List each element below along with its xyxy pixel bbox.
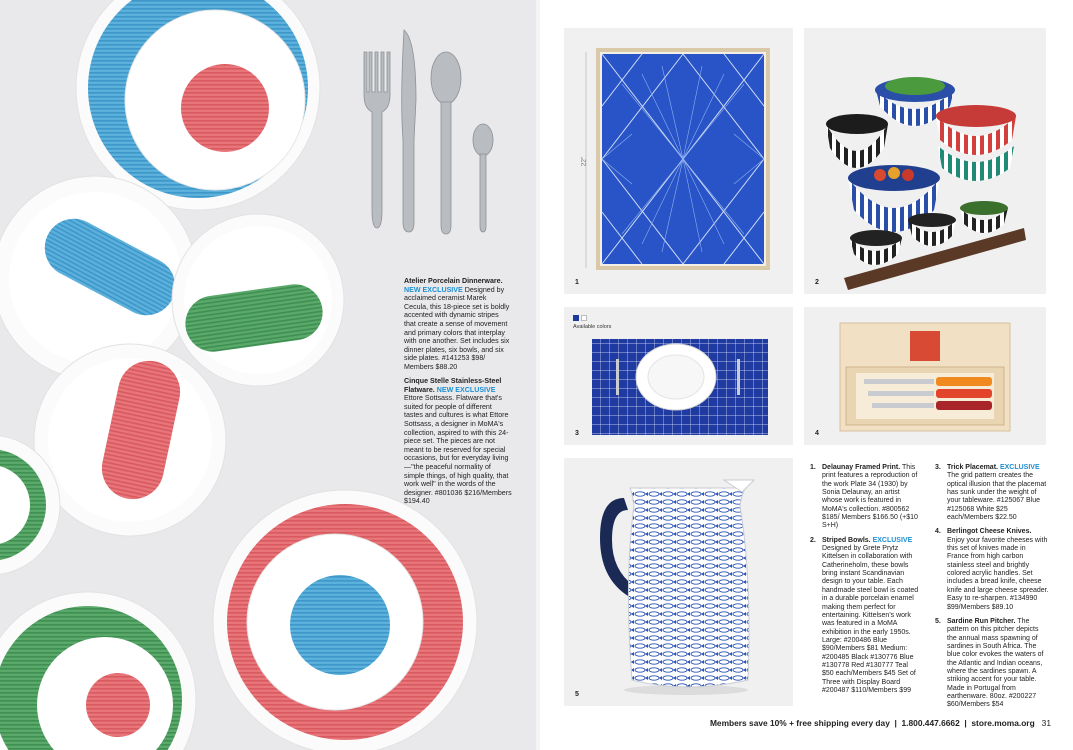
description-4 bbox=[935, 528, 1049, 611]
footer-site-link[interactable]: store.moma.org bbox=[971, 718, 1035, 728]
cheese-knives-image bbox=[804, 307, 1046, 445]
descriptions-column-1 bbox=[810, 464, 920, 701]
description-title: Trick Placemat. bbox=[947, 464, 998, 471]
dinnerware-body: Designed by acclaimed ceramist Marek Cecula, this 18-piece set is boldly accented with dynamic stripes that create a sense of movement and primary colors that interplay with one another. Set includes six dinner plates, six bowls, and six side plates. #141253 $98/ Members $88.20 bbox=[404, 285, 510, 371]
flatware-body: Ettore Sottsass. Flatware that's suited for people of different tastes and cultures is what Ettore Sottsass, a designer in MoMA's collection, aspired to with this 24-piece set. The pieces are not meant to be reserved for special occasions, but for everyday living—"the peaceful normality of simple things, of high quality, that work well" in the words of the designer. #801036 $216/Members $194.40 bbox=[404, 394, 512, 506]
description-body: The pattern on this pitcher depicts the annual mass spawning of sardines in South Africa. The blue color evokes the waters of the Atlantic and Indian oceans, where the sardines spawn. A striking accent for your table. Made in Portugal from earthenware. 80oz. #200227 $60/Members $54 bbox=[947, 617, 1044, 709]
description-title: Delaunay Framed Print. bbox=[822, 464, 901, 471]
description-body: This print features a reproduction of the work Plate 34 (1930) by Sonia Delaunay, an artist whose work is featured in MoMA's collection. #800562 $185/ Members $166.50 (+$10 S+H) bbox=[822, 464, 918, 530]
tile-number-3: 3 bbox=[575, 430, 579, 437]
page-gutter bbox=[536, 0, 540, 750]
footer-separator: | bbox=[964, 718, 967, 728]
description-title: Sardine Run Pitcher. bbox=[947, 617, 1016, 625]
description-number: 2. bbox=[810, 536, 816, 544]
description-number: 5. bbox=[935, 617, 941, 625]
dinnerware-copy bbox=[404, 277, 512, 372]
description-number: 1. bbox=[810, 464, 816, 471]
tile-cheese-knives[interactable] bbox=[804, 307, 1046, 445]
flatware-copy bbox=[404, 377, 512, 506]
description-number: 4. bbox=[935, 528, 941, 536]
placemat-image bbox=[564, 307, 793, 445]
description-title: Striped Bowls. bbox=[822, 536, 871, 544]
description-badge: EXCLUSIVE bbox=[999, 464, 1040, 471]
sardine-pitcher-image bbox=[564, 458, 793, 706]
tile-striped-bowls[interactable] bbox=[804, 28, 1046, 294]
footer-phone[interactable]: 1.800.447.6662 bbox=[901, 718, 960, 728]
dinnerware-title: Atelier Porcelain Dinnerware. bbox=[404, 277, 503, 285]
tile-number-4: 4 bbox=[815, 430, 819, 437]
tile-trick-placemat[interactable] bbox=[564, 307, 793, 445]
description-title: Berlingot Cheese Knives. bbox=[947, 528, 1032, 536]
tile-number-2: 2 bbox=[815, 279, 819, 286]
description-body: The grid pattern creates the optical illusion that the placemat has sunk under the weight of your tableware. #125067 Blue #125068 White $25 each/Members $22.50 bbox=[947, 472, 1047, 522]
large-plate bbox=[213, 490, 477, 750]
bowl-green bbox=[172, 214, 344, 386]
striped-bowls-image bbox=[804, 28, 1046, 294]
descriptions-column-2 bbox=[935, 464, 1049, 716]
tile-sardine-pitcher[interactable] bbox=[564, 458, 793, 706]
dinnerware-photo bbox=[0, 0, 536, 750]
flatware-badge: NEW EXCLUSIVE bbox=[436, 385, 496, 394]
description-1 bbox=[810, 464, 920, 531]
description-number: 3. bbox=[935, 464, 941, 471]
flatware-title: Cinque Stelle Stainless-Steel Flatware. bbox=[404, 377, 502, 394]
framed-print-image bbox=[564, 28, 793, 294]
dinnerware-illustration bbox=[0, 0, 536, 750]
dinnerware-badge: NEW EXCLUSIVE bbox=[404, 285, 463, 294]
tile-framed-print[interactable] bbox=[564, 28, 793, 294]
footer-separator: | bbox=[894, 718, 897, 728]
description-body: Enjoy your favorite cheeses with this set of knives made in France from high carbon stainless steel and brightly colored acrylic handles. Set includes a bread knife, cheese knife and large cheese spreader. Easy to re-sharpen. #134990 $99/Members $89.10 bbox=[947, 536, 1049, 611]
print-dimension: 22" bbox=[580, 156, 588, 167]
description-5 bbox=[935, 618, 1049, 710]
description-3 bbox=[935, 464, 1049, 522]
tile-number-5: 5 bbox=[575, 691, 579, 698]
footer-promo: Members save 10% + free shipping every day bbox=[709, 718, 890, 728]
page-number: 31 bbox=[1041, 718, 1051, 728]
description-2 bbox=[810, 537, 920, 696]
bowl-red bbox=[34, 344, 226, 536]
tile-number-1: 1 bbox=[575, 279, 579, 286]
available-colors-label: Available colors bbox=[573, 324, 612, 330]
description-badge: EXCLUSIVE bbox=[872, 536, 913, 544]
page-footer bbox=[710, 718, 1051, 728]
description-body: Designed by Grete Prytz Kittelsen in collaboration with Catherineholm, these bowls bring instant Scandinavian design to your table. Each handmade steel bowl is coated in a durable porcelain enamel making them perfect for entertaining. Kittelsen's work was featured in a MoMA exhibition in the early 1950s. Large: #200486 Blue $90/Members $81 Medium: #200485 Black #130776 Blue #130778 Red #130777 Teal $50 each/Members $45 Set of Three with Display Board #200487 $110/Members $99 bbox=[822, 545, 919, 694]
